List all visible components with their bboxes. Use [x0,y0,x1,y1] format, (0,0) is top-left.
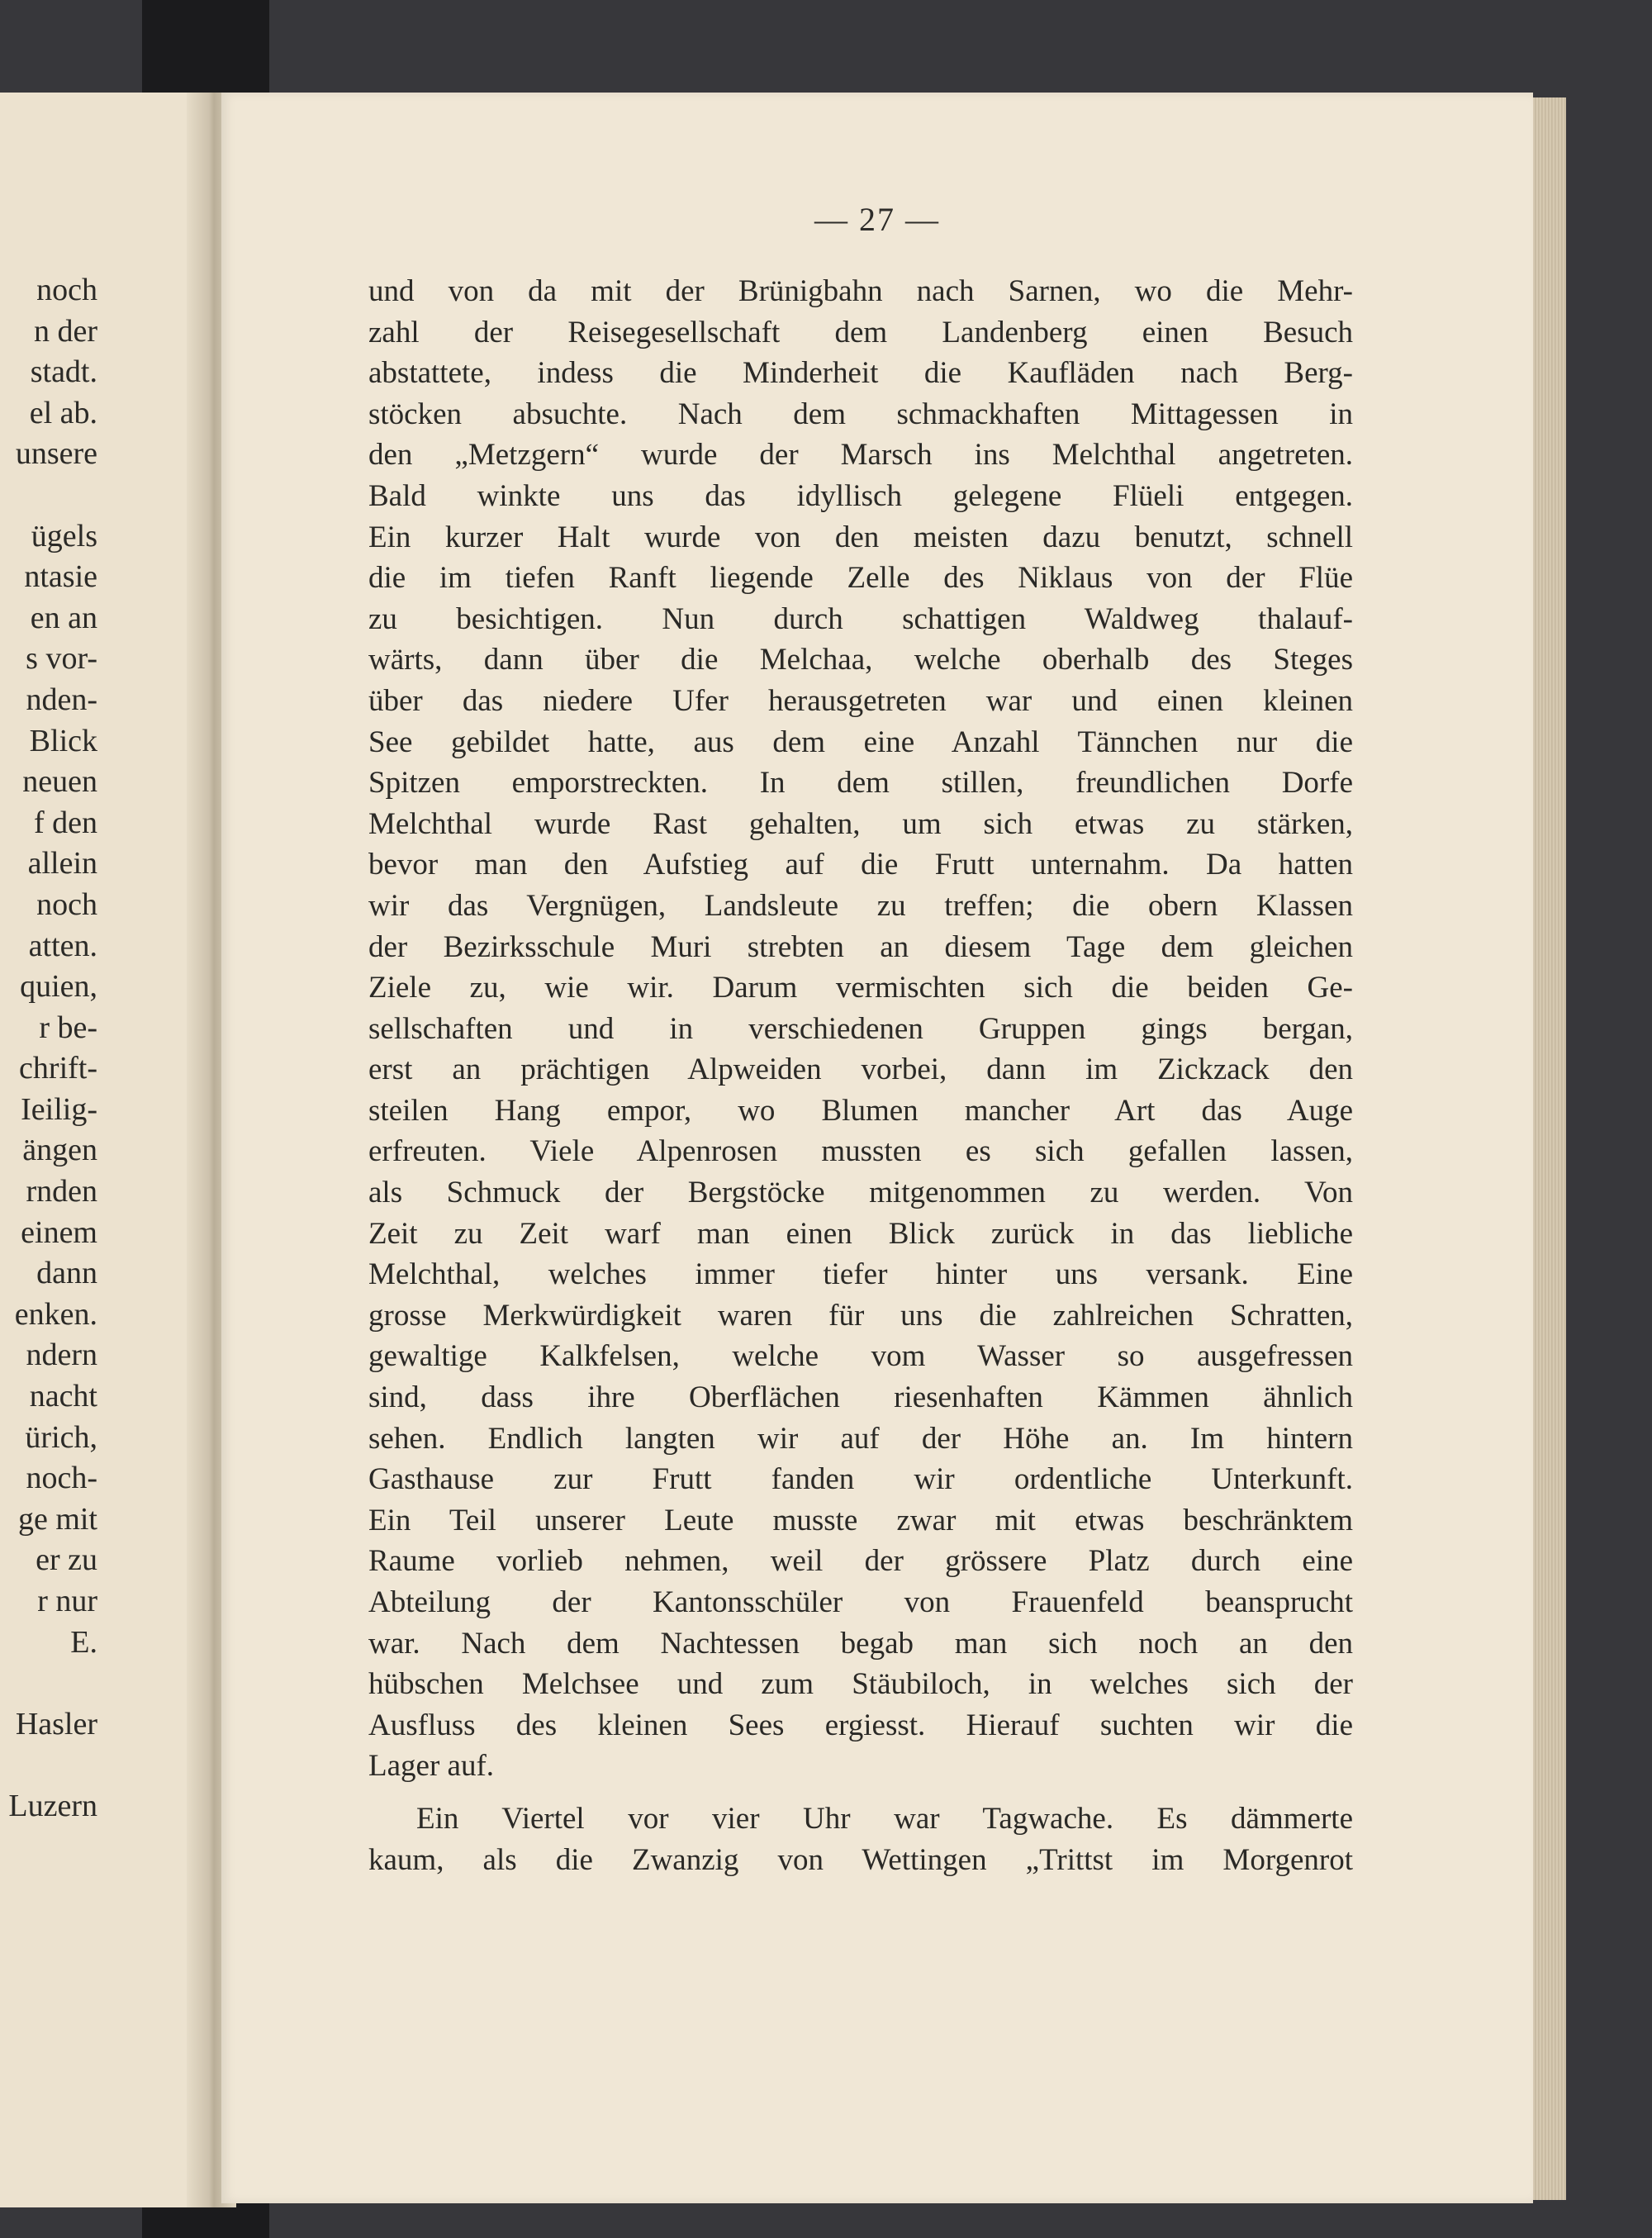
text-line: abstattete, indess die Minderheit die Kaufläden nach Berg- [368,356,1353,391]
text-line: und von da mit der Brünigbahn nach Sarnen, wo die Mehr- [368,274,1353,308]
text-line: Ein kurzer Halt wurde von den meisten dazu benutzt, schnell [368,520,1353,554]
left-page [0,93,206,2207]
left-page-line: r be- [39,1010,97,1045]
left-page-line: el ab. [29,395,97,430]
text-line: gewaltige Kalkfelsen, welche vom Wasser so ausgefressen [368,1339,1353,1374]
page-edges [1533,97,1566,2200]
left-page-line: Blick [29,723,97,758]
left-page-line: ängen [22,1133,97,1168]
left-page-line: nacht [29,1379,97,1414]
left-page-line: neuen [22,764,97,800]
left-page-line: Ieilig- [21,1091,97,1127]
text-line: zu besichtigen. Nun durch schattigen Waldweg thalauf- [368,601,1353,636]
left-page-line: r nur [37,1584,97,1618]
left-page-line: dann [36,1256,97,1291]
text-line: Ziele zu, wie wir. Darum vermischten sich die beiden Ge- [368,971,1353,1005]
page-number: — 27 — [814,201,940,238]
left-page-line: allein [27,846,97,881]
text-line: kaum, als die Zwanzig von Wettingen „Trittst im Morgenrot [368,1842,1353,1877]
text-line: Melchthal wurde Rast gehalten, um sich etwas zu stärken, [368,806,1353,841]
text-line: wir das Vergnügen, Landsleute zu treffen; die obern Klassen [368,888,1353,923]
text-line: Ausfluss des kleinen Sees ergiesst. Hierauf suchten wir die [368,1708,1353,1742]
left-page-line [0,1745,97,1786]
left-page-line: Hasler [15,1706,97,1741]
text-line: sind, dass ihre Oberflächen riesenhaften Kämmen ähnlich [368,1380,1353,1415]
left-page-line: nden- [26,682,97,717]
text-line: erst an prächtigen Alpweiden vorbei, dann im Zickzack den [368,1052,1353,1087]
text-line: als Schmuck der Bergstöcke mitgenommen zu werden. Von [368,1176,1353,1210]
body-text [368,271,1353,1880]
left-page-line: einem [21,1214,97,1250]
left-page-line: ge mit [17,1501,97,1537]
left-page-line: noch- [26,1461,97,1496]
text-line: Bald winkte uns das idyllisch gelegene Flüeli entgegen. [368,478,1353,513]
left-page-line: atten. [28,928,97,963]
text-line: Zeit zu Zeit warf man einen Blick zurück in das liebliche [368,1216,1353,1251]
text-line: grosse Merkwürdigkeit waren für uns die zahlreichen Schratten, [368,1298,1353,1333]
left-page-line: rnden [26,1174,97,1209]
text-line: Raume vorlieb nehmen, weil der grössere Platz durch eine [368,1544,1353,1579]
right-page [221,93,1533,2203]
left-page-line: er zu [36,1542,97,1578]
left-page-line: ügels [31,518,97,554]
text-line: steilen Hang empor, wo Blumen mancher Art das Auge [368,1093,1353,1128]
left-page-text [0,270,97,1827]
left-page-line: noch [36,886,97,922]
text-line: wärts, dann über die Melchaa, welche oberhalb des Steges [368,643,1353,677]
text-line: hübschen Melchsee und zum Stäubiloch, in welches sich der [368,1667,1353,1702]
text-line: war. Nach dem Nachtessen begab man sich noch an den [368,1626,1353,1661]
left-page-line: Luzern [8,1788,97,1823]
text-line: stöcken absuchte. Nach dem schmackhaften Mittagessen in [368,397,1353,431]
left-page-line: unsere [15,436,97,472]
text-line: Spitzen emporstreckten. In dem stillen, freundlichen Dorfe [368,766,1353,801]
text-line: sellschaften und in verschiedenen Gruppen gings bergan, [368,1011,1353,1046]
text-line: sehen. Endlich langten wir auf der Höhe an. Im hintern [368,1421,1353,1456]
text-line: erfreuten. Viele Alpenrosen mussten es sich gefallen lassen, [368,1134,1353,1169]
paragraph-gap [368,1787,1353,1798]
text-line: Ein Teil unserer Leute musste zwar mit etwas beschränktem [368,1503,1353,1537]
left-page-line: s vor- [26,641,97,677]
left-page-line: chrift- [19,1051,97,1086]
text-line: Gasthause zur Frutt fanden wir ordentliche Unterkunft. [368,1462,1353,1497]
text-line: Ein Viertel vor vier Uhr war Tagwache. Es dämmerte [416,1801,1353,1836]
text-line: bevor man den Aufstieg auf die Frutt unternahm. Da hatten [368,848,1353,882]
left-page-line: ürich, [25,1419,97,1455]
text-line: die im tiefen Ranft liegende Zelle des Niklaus von der Flüe [368,561,1353,596]
text-line: über das niedere Ufer herausgetreten war und einen kleinen [368,683,1353,718]
text-line: den „Metzgern“ wurde der Marsch ins Melchthal angetreten. [368,438,1353,473]
text-line: der Bezirksschule Muri strebten an diesem Tage dem gleichen [368,929,1353,964]
left-page-line: n der [33,313,97,349]
left-page-line [0,475,97,516]
text-line: zahl der Reisegesellschaft dem Landenberg einen Besuch [368,315,1353,349]
left-page-line: E. [70,1624,97,1660]
left-page-line: enken. [14,1296,97,1332]
text-line: Abteilung der Kantonsschüler von Frauenfeld beansprucht [368,1585,1353,1619]
left-page-line [0,1663,97,1704]
left-page-line: en an [30,600,97,635]
text-line: Lager auf. [368,1749,495,1784]
left-page-line: stadt. [30,354,97,390]
left-page-line: ntasie [24,559,97,595]
text-line: Melchthal, welches immer tiefer hinter uns versank. Eine [368,1257,1353,1292]
left-page-line: noch [36,273,97,307]
left-page-line: f den [33,805,97,840]
text-line: See gebildet hatte, aus dem eine Anzahl Tännchen nur die [368,725,1353,759]
left-page-line: quien, [20,969,97,1005]
left-page-line: ndern [26,1338,97,1373]
